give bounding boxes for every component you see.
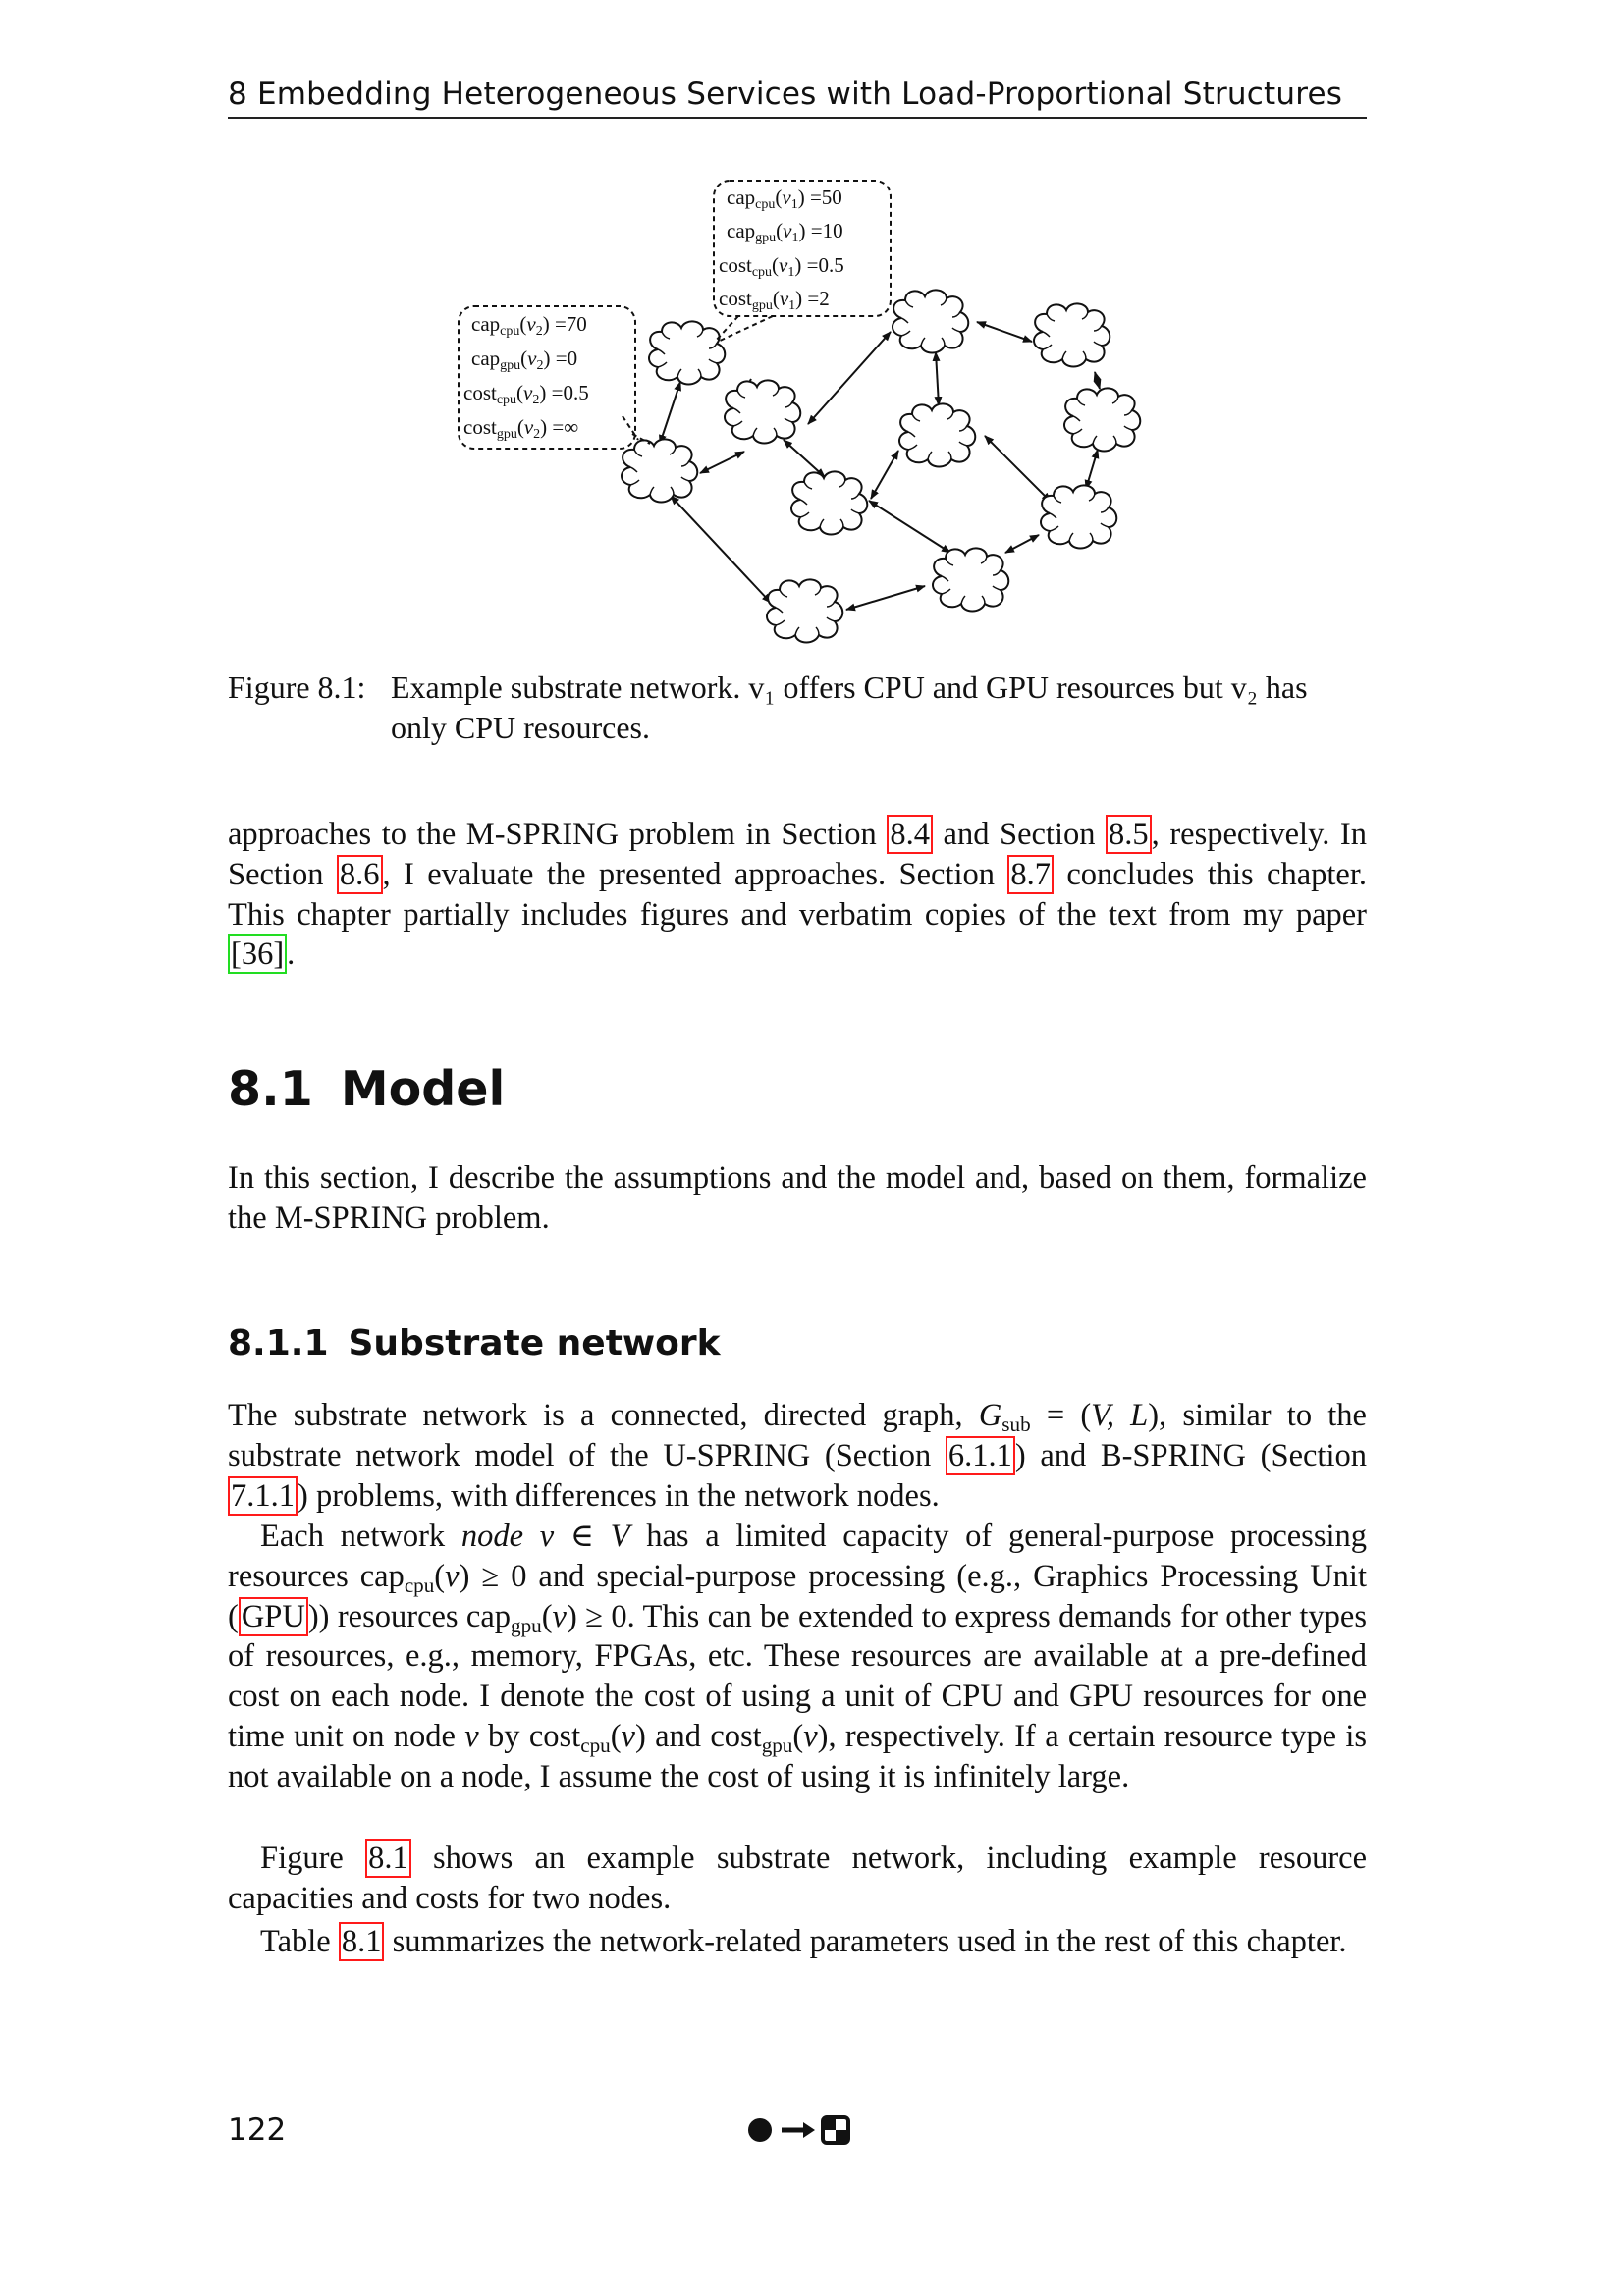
section-link-8-5[interactable]: 8.5: [1106, 815, 1152, 854]
section-link-8-6[interactable]: 8.6: [337, 855, 383, 894]
svg-text:costcpu(v1) =0.5: costcpu(v1) =0.5: [719, 253, 844, 280]
svg-text:capgpu(v1) =10: capgpu(v1) =10: [727, 219, 843, 245]
edge: [700, 452, 744, 473]
node: [933, 548, 1008, 611]
acronym-link-gpu[interactable]: GPU: [239, 1597, 308, 1636]
svg-text:costcpu(v2) =0.5: costcpu(v2) =0.5: [463, 381, 589, 407]
edge: [660, 382, 680, 444]
edge: [846, 586, 925, 610]
substrate-paragraph-1: The substrate network is a connected, directed graph, $G_{sub} = (V$, L), similar to the substrate network model of the U-SPRING (Section 6.1.1) and B-SPRING (Section 7.1.1) problems, with differences in the network nodes.: [228, 1398, 1367, 1514]
edge: [977, 322, 1032, 342]
callout-v1-text: [719, 186, 844, 313]
node: [1041, 485, 1116, 548]
v1-line-1-a: cap: [727, 186, 756, 209]
edge: [936, 352, 939, 405]
figure-caption-label: Figure 8.1:: [228, 669, 366, 705]
edge: [784, 440, 825, 477]
svg-text:costgpu(v1) =2: costgpu(v1) =2: [719, 287, 830, 313]
section-paragraph: In this section, I describe the assumptions and the model and, based on them, formalize the M-SPRING problem.: [228, 1160, 1367, 1236]
subsection-heading: [228, 1321, 721, 1366]
svg-text:capgpu(v2) =0: capgpu(v2) =0: [471, 347, 578, 373]
callout-v2-text: [463, 312, 589, 442]
edge: [1005, 535, 1039, 553]
figure-caption: [228, 667, 1367, 748]
network-edges: [660, 322, 1100, 610]
running-header: 8 Embedding Heterogeneous Services with Load-Proportional Structures: [228, 77, 1343, 112]
section-number: 8.1: [228, 1061, 313, 1117]
substrate-network-figure: [0, 157, 1624, 658]
citation-link-36[interactable]: [36]: [228, 934, 287, 974]
node-v1: [649, 321, 725, 384]
edge: [808, 332, 891, 424]
svg-text:capcpu(v1) =50: capcpu(v1) =50: [727, 186, 842, 212]
section-link-8-4[interactable]: 8.4: [887, 815, 933, 854]
substrate-paragraph-3: Figure 8.1 shows an example substrate network, including example resource capacities and costs for two nodes.: [228, 1841, 1367, 1916]
edge: [1086, 450, 1098, 489]
edge: [1095, 372, 1100, 389]
edge: [869, 501, 950, 553]
header-rule: [228, 117, 1367, 119]
substrate-paragraph-2: Each network node v ∈ V has a limited capacity of general-purpose processing resources cap$_{cpu}$(v) ≥ 0 and special-purpose processing (e.g., Graphics Processing Unit (GPU)) resources cap$_{gpu}$(v) ≥ 0. This can be extended to express demands for other types of resources, e.g., memory, FPGAs, etc. These resources are available at a pre-defined cost on each node. I denote the cost of using a unit of CPU and GPU resources for one time unit on node v by cost$_{cpu}$(v) and cost$_{gpu}$(v), respectively. If a certain resource type is not available on a node, I assume the cost of using it is infinitely large.: [228, 1519, 1368, 1794]
section-heading: [228, 1060, 505, 1119]
section-title: Model: [340, 1061, 506, 1117]
figure-caption-text: Example substrate network. v₁ offers CPU and GPU resources but v₂ has only CPU resources.: [391, 669, 1308, 745]
node: [899, 403, 975, 466]
table-link-8-1[interactable]: 8.1: [339, 1922, 385, 1961]
subsection-number: 8.1.1: [228, 1323, 329, 1363]
page-number: 122: [228, 2112, 287, 2148]
edge: [871, 451, 898, 499]
node: [893, 290, 968, 352]
svg-text:capcpu(v2) =70: capcpu(v2) =70: [471, 312, 587, 339]
svg-text:costgpu(v2) =∞: costgpu(v2) =∞: [463, 415, 579, 442]
figure-link-8-1[interactable]: 8.1: [365, 1839, 411, 1878]
node: [725, 380, 800, 443]
substrate-paragraph-4: Table 8.1 summarizes the network-related parameters used in the rest of this chapter.: [260, 1924, 1347, 1959]
node: [767, 579, 842, 642]
node: [1064, 388, 1140, 451]
section-link-7-1-1[interactable]: 7.1.1: [228, 1476, 298, 1516]
section-link-6-1-1[interactable]: 6.1.1: [946, 1436, 1015, 1475]
section-link-8-7[interactable]: 8.7: [1007, 855, 1054, 894]
subsection-title: Substrate network: [348, 1323, 721, 1363]
intro-paragraph: approaches to the M-SPRING problem in Section 8.4 and Section 8.5, respectively. In Section 8.6, I evaluate the presented approaches. Section 8.7 concludes this chapter. This chapter partially includes figures and verbatim copies of the text from my paper [36].: [228, 817, 1368, 973]
node: [791, 471, 867, 534]
footer-logo-icon: [746, 2112, 854, 2148]
edge: [985, 436, 1051, 502]
node-v2: [622, 439, 697, 502]
edge: [671, 496, 771, 603]
node: [1034, 303, 1110, 366]
